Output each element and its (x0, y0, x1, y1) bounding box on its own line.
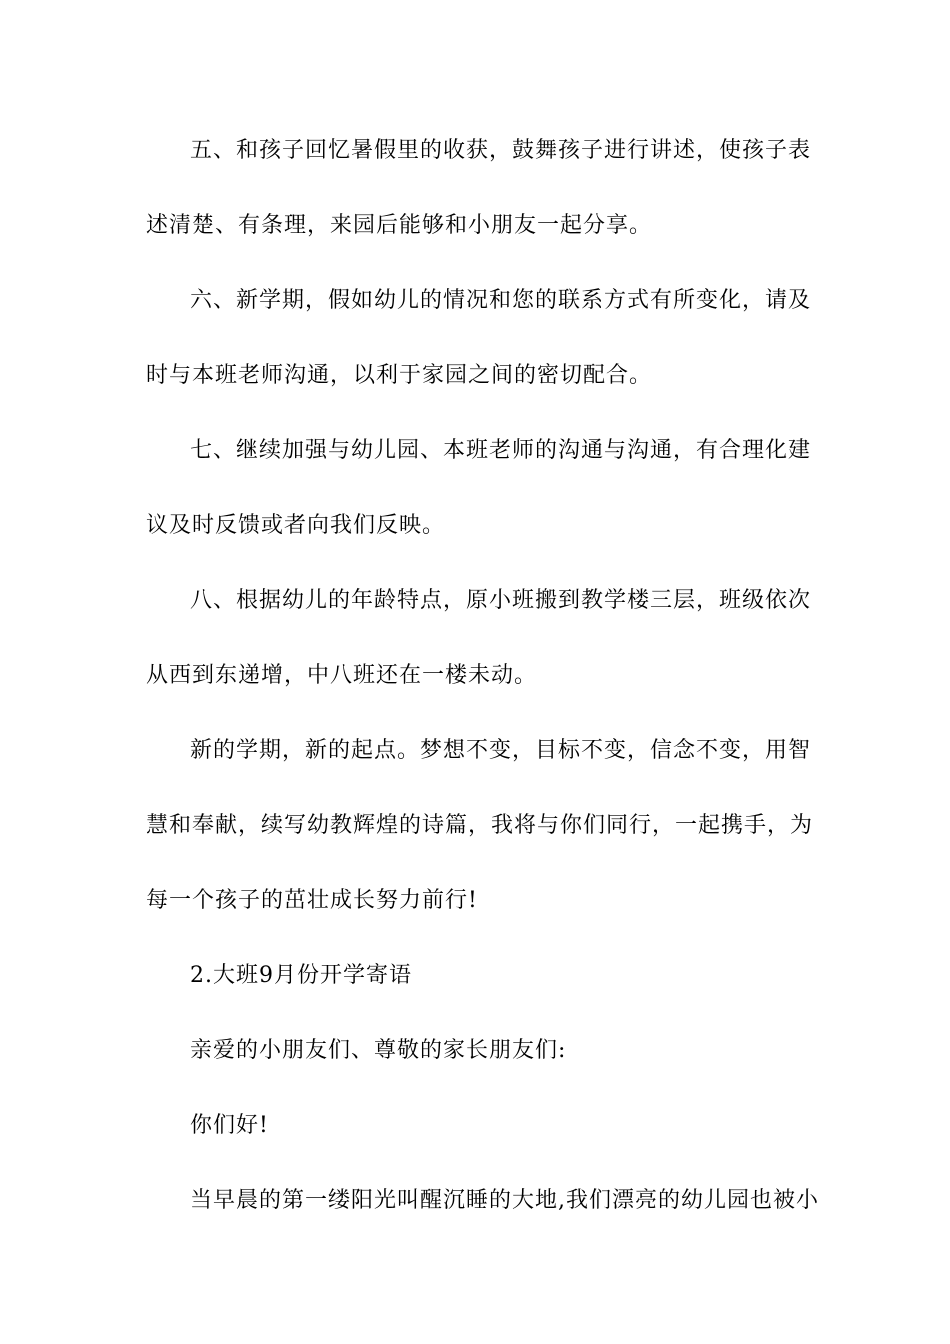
paragraph-8-line-2: 从西到东递增，中八班还在一楼未动。 (146, 663, 538, 688)
paragraph-8-line-1: 八、根据幼儿的年龄特点，原小班搬到教学楼三层，班级依次 (190, 588, 812, 613)
paragraph-5-line-2: 述清楚、有条理，来园后能够和小朋友一起分享。 (146, 213, 653, 238)
salutation: 亲爱的小朋友们、尊敬的家长朋友们: (190, 1038, 567, 1063)
section-heading: 2.大班9月份开学寄语 (190, 963, 412, 988)
paragraph-7-line-1: 七、继续加强与幼儿园、本班老师的沟通与沟通，有合理化建 (190, 438, 812, 463)
closing-paragraph-line-1: 新的学期，新的起点。梦想不变，目标不变，信念不变，用智 (190, 738, 812, 763)
paragraph-7-line-2: 议及时反馈或者向我们反映。 (146, 513, 446, 538)
paragraph-5-line-1: 五、和孩子回忆暑假里的收获，鼓舞孩子进行讲述，使孩子表 (190, 138, 812, 163)
body-paragraph-line-1: 当早晨的第一缕阳光叫醒沉睡的大地,我们漂亮的幼儿园也被小 (190, 1188, 819, 1213)
paragraph-6-line-1: 六、新学期，假如幼儿的情况和您的联系方式有所变化，请及 (190, 288, 812, 313)
closing-paragraph-line-3: 每一个孩子的茁壮成长努力前行! (146, 888, 478, 913)
greeting: 你们好! (190, 1113, 269, 1138)
paragraph-6-line-2: 时与本班老师沟通，以利于家园之间的密切配合。 (146, 363, 653, 388)
closing-paragraph-line-2: 慧和奉献，续写幼教辉煌的诗篇，我将与你们同行，一起携手，为 (146, 813, 814, 838)
